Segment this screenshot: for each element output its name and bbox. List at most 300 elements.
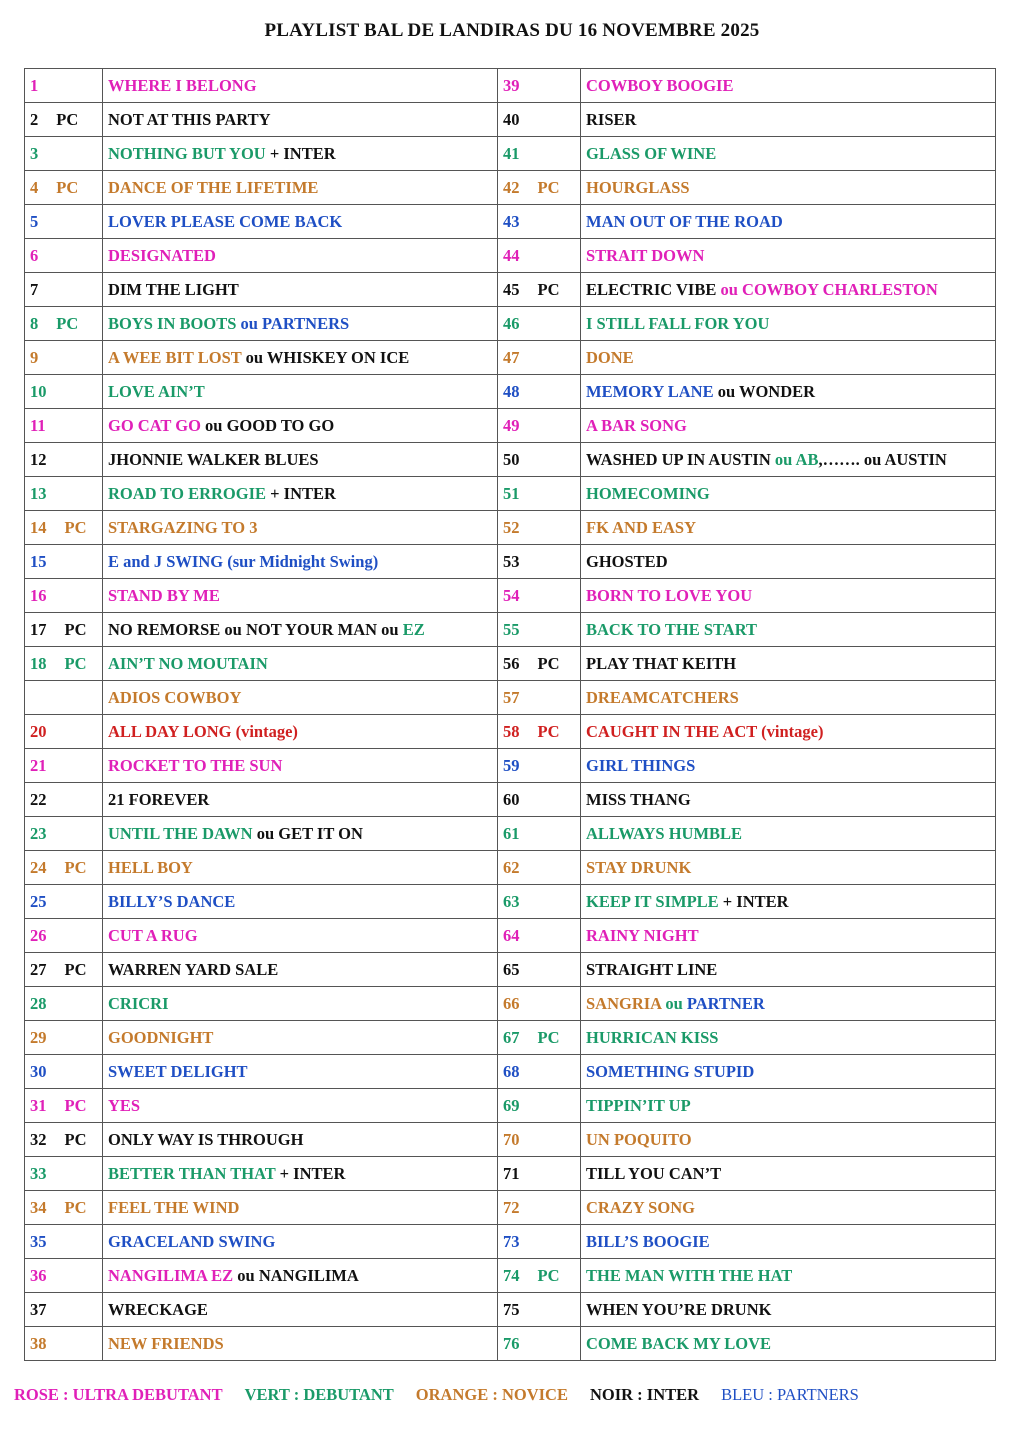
dance-number: 10 (30, 381, 47, 401)
dance-title: PARTNER (686, 993, 765, 1013)
dance-number: 65 (503, 959, 520, 979)
table-row (25, 409, 996, 443)
right-number-cell (498, 137, 581, 171)
right-title-cell (581, 1225, 996, 1259)
right-number-cell (498, 953, 581, 987)
table-row (25, 715, 996, 749)
left-title-cell (103, 205, 498, 239)
dance-title: HURRICAN KISS (586, 1027, 719, 1047)
right-number-cell (498, 613, 581, 647)
dance-number: 75 (503, 1299, 520, 1319)
pc-badge: PC (56, 109, 79, 129)
dance-number: 57 (503, 687, 520, 707)
dance-title: LOVER PLEASE COME BACK (108, 211, 343, 231)
right-number-cell (498, 1157, 581, 1191)
pc-badge: PC (56, 177, 79, 197)
right-number-cell (498, 545, 581, 579)
dance-title: A WEE BIT LOST (108, 347, 242, 367)
table-row (25, 1225, 996, 1259)
right-title-cell (581, 205, 996, 239)
pc-badge: PC (64, 1095, 87, 1115)
right-number-cell (498, 885, 581, 919)
dance-number: 9 (30, 347, 39, 367)
dance-title: ROAD TO ERROGIE (108, 483, 267, 503)
dance-title: UN POQUITO (586, 1129, 692, 1149)
right-number-cell (498, 341, 581, 375)
right-title-cell (581, 817, 996, 851)
table-row (25, 273, 996, 307)
dance-title: SANGRIA (586, 993, 662, 1013)
table-row (25, 307, 996, 341)
dance-number: 50 (503, 449, 520, 469)
left-title-cell (103, 69, 498, 103)
left-title-cell (103, 1225, 498, 1259)
right-number-cell (498, 987, 581, 1021)
dance-title: STRAIT DOWN (586, 245, 705, 265)
table-row (25, 919, 996, 953)
right-title-cell (581, 273, 996, 307)
left-number-cell (25, 1225, 103, 1259)
pc-badge: PC (64, 619, 87, 639)
right-title-cell (581, 1157, 996, 1191)
left-number-cell (25, 307, 103, 341)
dance-title: BORN TO LOVE YOU (586, 585, 753, 605)
dance-title: CAUGHT IN THE ACT (vintage) (586, 721, 824, 741)
right-title-cell (581, 341, 996, 375)
table-row (25, 1123, 996, 1157)
table-row (25, 1089, 996, 1123)
dance-title: BETTER THAN THAT (108, 1163, 276, 1183)
left-number-cell (25, 511, 103, 545)
dance-title: + INTER (266, 483, 336, 503)
dance-number: 31 (30, 1095, 47, 1115)
dance-number: 43 (503, 211, 520, 231)
dance-number: 70 (503, 1129, 520, 1149)
dance-title: ou NANGILIMA (233, 1265, 359, 1285)
dance-title: NO REMORSE ou NOT YOUR MAN ou (108, 619, 399, 639)
dance-title: SWEET DELIGHT (108, 1061, 248, 1081)
left-title-cell (103, 749, 498, 783)
right-number-cell (498, 1089, 581, 1123)
left-number-cell (25, 613, 103, 647)
right-number-cell (498, 273, 581, 307)
dance-title: DANCE OF THE LIFETIME (108, 177, 319, 197)
dance-number: 17 (30, 619, 47, 639)
right-number-cell (498, 307, 581, 341)
right-number-cell (498, 1259, 581, 1293)
dance-title: CUT A RUG (108, 925, 198, 945)
left-number-cell (25, 1055, 103, 1089)
right-number-cell (498, 1225, 581, 1259)
dance-title: HELL BOY (108, 857, 193, 877)
right-number-cell (498, 715, 581, 749)
right-number-cell (498, 1327, 581, 1361)
left-number-cell (25, 953, 103, 987)
left-number-cell (25, 1191, 103, 1225)
left-title-cell (103, 681, 498, 715)
dance-title: ALL DAY LONG (vintage) (108, 721, 298, 741)
dance-number: 5 (30, 211, 39, 231)
left-title-cell (103, 579, 498, 613)
pc-badge: PC (537, 721, 560, 741)
pc-badge: PC (64, 1129, 87, 1149)
dance-title: I STILL FALL FOR YOU (586, 313, 770, 333)
dance-title: ROCKET TO THE SUN (108, 755, 283, 775)
dance-number: 20 (30, 721, 47, 741)
right-title-cell (581, 715, 996, 749)
left-title-cell (103, 953, 498, 987)
right-title-cell (581, 239, 996, 273)
right-title-cell (581, 885, 996, 919)
table-row (25, 987, 996, 1021)
dance-number: 56 (503, 653, 520, 673)
left-number-cell (25, 817, 103, 851)
dance-number: 54 (503, 585, 520, 605)
dance-title: STRAIGHT LINE (586, 959, 718, 979)
dance-number: 16 (30, 585, 47, 605)
dance-title: ALLWAYS HUMBLE (586, 823, 743, 843)
dance-title: + INTER (265, 143, 336, 163)
table-row (25, 239, 996, 273)
dance-number: 21 (30, 755, 47, 775)
table-row (25, 613, 996, 647)
table-row (25, 1055, 996, 1089)
right-title-cell (581, 987, 996, 1021)
pc-badge: PC (537, 279, 560, 299)
table-row (25, 817, 996, 851)
dance-title: WHEN YOU’RE DRUNK (586, 1299, 772, 1319)
left-number-cell (25, 545, 103, 579)
left-title-cell (103, 409, 498, 443)
right-title-cell (581, 307, 996, 341)
table-row (25, 137, 996, 171)
right-title-cell (581, 919, 996, 953)
right-number-cell (498, 579, 581, 613)
dance-number: 24 (30, 857, 47, 877)
right-title-cell (581, 1259, 996, 1293)
right-title-cell (581, 953, 996, 987)
dance-title: RISER (586, 109, 637, 129)
dance-number: 13 (30, 483, 47, 503)
table-row (25, 1191, 996, 1225)
dance-number: 35 (30, 1231, 47, 1251)
left-number-cell (25, 579, 103, 613)
right-title-cell (581, 511, 996, 545)
right-title-cell (581, 613, 996, 647)
dance-number: 11 (30, 415, 46, 435)
left-title-cell (103, 783, 498, 817)
right-title-cell (581, 375, 996, 409)
dance-number: 36 (30, 1265, 47, 1285)
legend-item: VERT : DEBUTANT (244, 1385, 394, 1404)
left-number-cell (25, 137, 103, 171)
dance-title: MEMORY LANE (586, 381, 714, 401)
left-title-cell (103, 647, 498, 681)
dance-number: 68 (503, 1061, 520, 1081)
left-number-cell (25, 443, 103, 477)
dance-number: 74 (503, 1265, 520, 1285)
table-row (25, 1157, 996, 1191)
pc-badge: PC (537, 653, 560, 673)
dance-title: COWBOY BOOGIE (586, 75, 734, 95)
right-title-cell (581, 851, 996, 885)
dance-title: EZ (398, 619, 425, 639)
dance-title: JHONNIE WALKER BLUES (108, 449, 319, 469)
dance-number: 30 (30, 1061, 47, 1081)
dance-title: NEW FRIENDS (108, 1333, 224, 1353)
dance-title: GO CAT GO (108, 415, 201, 435)
left-title-cell (103, 307, 498, 341)
right-number-cell (498, 647, 581, 681)
left-number-cell (25, 681, 103, 715)
table-row (25, 1259, 996, 1293)
right-title-cell (581, 1123, 996, 1157)
dance-number: 41 (503, 143, 520, 163)
dance-title: DONE (586, 347, 634, 367)
right-title-cell (581, 1293, 996, 1327)
dance-number: 64 (503, 925, 520, 945)
left-title-cell (103, 851, 498, 885)
table-row (25, 681, 996, 715)
left-number-cell (25, 103, 103, 137)
left-title-cell (103, 341, 498, 375)
dance-title: ou AB (770, 449, 819, 469)
right-number-cell (498, 69, 581, 103)
dance-number: 27 (30, 959, 47, 979)
pc-badge: PC (64, 653, 87, 673)
left-title-cell (103, 375, 498, 409)
right-title-cell (581, 579, 996, 613)
dance-number: 58 (503, 721, 520, 741)
left-number-cell (25, 1293, 103, 1327)
left-title-cell (103, 443, 498, 477)
left-number-cell (25, 477, 103, 511)
dance-number: 7 (30, 279, 39, 299)
dance-title: STARGAZING TO 3 (108, 517, 258, 537)
right-title-cell (581, 1055, 996, 1089)
dance-title: WASHED UP IN AUSTIN (586, 449, 771, 469)
right-title-cell (581, 681, 996, 715)
left-title-cell (103, 1293, 498, 1327)
dance-title: FEEL THE WIND (108, 1197, 240, 1217)
right-title-cell (581, 477, 996, 511)
left-title-cell (103, 817, 498, 851)
dance-title: DESIGNATED (108, 245, 216, 265)
dance-title: SOMETHING STUPID (586, 1061, 755, 1081)
dance-title: GOODNIGHT (108, 1027, 214, 1047)
right-title-cell (581, 69, 996, 103)
left-number-cell (25, 1123, 103, 1157)
dance-number: 32 (30, 1129, 47, 1149)
left-number-cell (25, 409, 103, 443)
dance-number: 69 (503, 1095, 520, 1115)
left-number-cell (25, 1327, 103, 1361)
dance-title: NOT AT THIS PARTY (108, 109, 271, 129)
right-number-cell (498, 375, 581, 409)
right-number-cell (498, 681, 581, 715)
table-row (25, 375, 996, 409)
right-title-cell (581, 137, 996, 171)
dance-number: 4 (30, 177, 39, 197)
pc-badge: PC (537, 1027, 560, 1047)
dance-number: 61 (503, 823, 520, 843)
right-number-cell (498, 239, 581, 273)
dance-title: BOYS IN BOOTS (108, 313, 237, 333)
dance-number: 59 (503, 755, 520, 775)
table-row (25, 885, 996, 919)
dance-title: DIM THE LIGHT (108, 279, 239, 299)
table-row (25, 545, 996, 579)
dance-title: ADIOS COWBOY (108, 687, 242, 707)
dance-number: 49 (503, 415, 520, 435)
dance-number: 39 (503, 75, 520, 95)
dance-title: WHERE I BELONG (108, 75, 257, 95)
dance-title: STAND BY ME (108, 585, 220, 605)
pc-badge: PC (64, 1197, 87, 1217)
dance-number: 1 (30, 75, 39, 95)
playlist-rows (25, 69, 996, 1361)
left-number-cell (25, 1089, 103, 1123)
pc-badge: PC (64, 959, 87, 979)
dance-title: ou PARTNERS (236, 313, 350, 333)
right-number-cell (498, 1055, 581, 1089)
dance-number: 38 (30, 1333, 47, 1353)
dance-number: 53 (503, 551, 520, 571)
dance-title: BILL’S BOOGIE (586, 1231, 710, 1251)
right-number-cell (498, 1191, 581, 1225)
dance-number: 6 (30, 245, 39, 265)
dance-title: TILL YOU CAN’T (586, 1163, 722, 1183)
left-number-cell (25, 1259, 103, 1293)
dance-number: 60 (503, 789, 520, 809)
dance-title: MAN OUT OF THE ROAD (586, 211, 783, 231)
left-title-cell (103, 1157, 498, 1191)
dance-title: ou GET IT ON (252, 823, 363, 843)
dance-number: 40 (503, 109, 520, 129)
left-title-cell (103, 477, 498, 511)
dance-number: 46 (503, 313, 520, 333)
right-number-cell (498, 409, 581, 443)
dance-number: 23 (30, 823, 47, 843)
left-title-cell (103, 545, 498, 579)
dance-number: 51 (503, 483, 520, 503)
right-number-cell (498, 443, 581, 477)
right-title-cell (581, 1021, 996, 1055)
left-number-cell (25, 1157, 103, 1191)
pc-badge: PC (537, 1265, 560, 1285)
left-number-cell (25, 205, 103, 239)
dance-title: BACK TO THE START (586, 619, 758, 639)
right-title-cell (581, 647, 996, 681)
dance-title: BILLY’S DANCE (108, 891, 236, 911)
right-title-cell (581, 545, 996, 579)
left-title-cell (103, 511, 498, 545)
left-number-cell (25, 851, 103, 885)
dance-title: ou WONDER (713, 381, 816, 401)
left-title-cell (103, 1191, 498, 1225)
right-title-cell (581, 443, 996, 477)
dance-title: COME BACK MY LOVE (586, 1333, 772, 1353)
playlist-table (24, 68, 996, 1361)
table-row (25, 851, 996, 885)
right-number-cell (498, 511, 581, 545)
pc-badge: PC (64, 517, 87, 537)
left-title-cell (103, 987, 498, 1021)
dance-number: 28 (30, 993, 47, 1013)
legend-item: ROSE : ULTRA DEBUTANT (14, 1385, 223, 1404)
left-title-cell (103, 1259, 498, 1293)
left-title-cell (103, 885, 498, 919)
dance-number: 8 (30, 313, 39, 333)
dance-number: 63 (503, 891, 520, 911)
table-row (25, 477, 996, 511)
dance-number: 42 (503, 177, 520, 197)
left-number-cell (25, 919, 103, 953)
right-number-cell (498, 205, 581, 239)
right-number-cell (498, 919, 581, 953)
dance-number: 18 (30, 653, 47, 673)
left-number-cell (25, 715, 103, 749)
right-number-cell (498, 1123, 581, 1157)
dance-title: E and J SWING (sur Midnight Swing) (108, 551, 379, 571)
dance-title: MISS THANG (586, 789, 691, 809)
page-title: PLAYLIST BAL DE LANDIRAS DU 16 NOVEMBRE 2025 (264, 20, 760, 41)
dance-title: ou COWBOY CHARLESTON (716, 279, 938, 299)
dance-title: ou GOOD TO GO (200, 415, 335, 435)
right-title-cell (581, 103, 996, 137)
right-title-cell (581, 171, 996, 205)
left-number-cell (25, 783, 103, 817)
dance-title: 21 FOREVER (108, 789, 210, 809)
right-number-cell (498, 1293, 581, 1327)
dance-number: 44 (503, 245, 520, 265)
left-number-cell (25, 171, 103, 205)
table-row (25, 579, 996, 613)
dance-title: + INTER (718, 891, 789, 911)
pc-badge: PC (56, 313, 79, 333)
dance-title: CRAZY SONG (586, 1197, 695, 1217)
left-number-cell (25, 987, 103, 1021)
dance-title: FK AND EASY (586, 517, 697, 537)
right-title-cell (581, 1327, 996, 1361)
left-title-cell (103, 919, 498, 953)
right-number-cell (498, 783, 581, 817)
dance-number: 67 (503, 1027, 520, 1047)
right-number-cell (498, 749, 581, 783)
legend-item: BLEU : PARTNERS (721, 1385, 859, 1404)
dance-title: ou (661, 993, 687, 1013)
dance-number: 12 (30, 449, 47, 469)
left-title-cell (103, 1021, 498, 1055)
table-row (25, 783, 996, 817)
dance-title: CRICRI (108, 993, 169, 1013)
dance-title: AIN’T NO MOUTAIN (108, 653, 268, 673)
dance-title: KEEP IT SIMPLE (586, 891, 719, 911)
dance-number: 37 (30, 1299, 47, 1319)
dance-title: WARREN YARD SALE (108, 959, 279, 979)
table-row (25, 103, 996, 137)
dance-number: 2 (30, 109, 39, 129)
dance-title: NANGILIMA EZ (108, 1265, 234, 1285)
dance-title: LOVE AIN’T (108, 381, 205, 401)
table-row (25, 205, 996, 239)
dance-title: PLAY THAT KEITH (586, 653, 737, 673)
left-title-cell (103, 613, 498, 647)
table-row (25, 1293, 996, 1327)
left-title-cell (103, 1055, 498, 1089)
table-row (25, 749, 996, 783)
right-number-cell (498, 477, 581, 511)
